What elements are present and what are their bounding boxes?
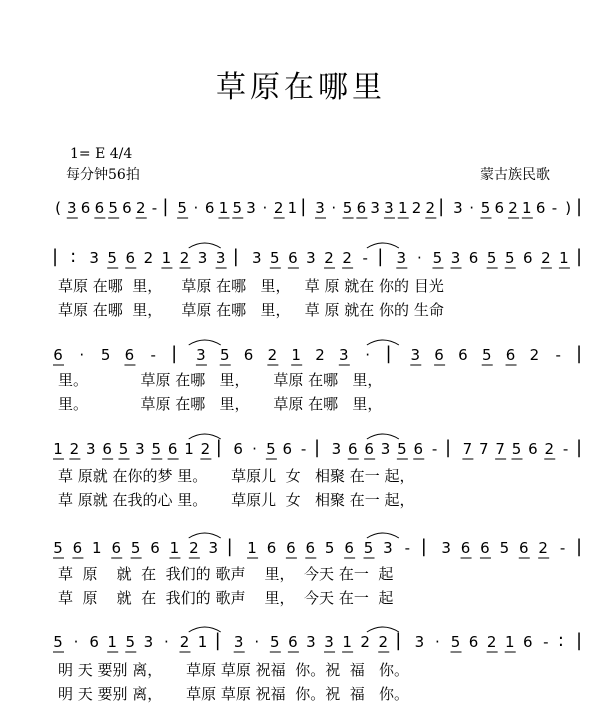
note: 1	[504, 633, 515, 651]
note: 6	[89, 633, 99, 651]
lyric-line: 草 原就 在我的心 里。 草原儿 女 相聚 在一 起，	[58, 491, 415, 509]
note: 5	[108, 199, 118, 217]
lyric-line: 里。 草原 在哪 里， 草原 在哪 里，	[58, 395, 383, 413]
note: 5	[397, 440, 407, 458]
note: 3	[315, 199, 325, 217]
note: 3	[67, 199, 77, 217]
barline: |	[576, 536, 583, 557]
note: 5	[486, 249, 497, 267]
note: 6	[480, 539, 490, 557]
slur-arc	[189, 434, 221, 439]
note: -	[431, 440, 438, 458]
note: 6	[460, 539, 471, 557]
barline: |	[438, 196, 445, 217]
note: 3	[306, 249, 316, 267]
note: 1	[161, 249, 172, 267]
note: 1	[522, 199, 532, 217]
note: 3	[450, 249, 461, 267]
lyric-line: 明 天 要别 离， 草原 草原 祝福 你。祝 福 你。	[58, 661, 410, 679]
barline: |	[576, 196, 583, 217]
note: -	[543, 633, 549, 651]
note: 3	[196, 346, 206, 364]
note: 1	[247, 539, 257, 557]
note: 5	[232, 199, 243, 217]
note: 1	[397, 199, 408, 217]
note: 1	[184, 440, 194, 458]
note: 6	[288, 249, 298, 267]
barline: |	[214, 630, 221, 651]
note: 6	[364, 440, 374, 458]
note: 6	[505, 346, 516, 364]
note: 7	[478, 440, 489, 458]
lyric-line: 草原 在哪 里， 草原 在哪 里， 草 原 就在 你的 目光	[58, 277, 444, 295]
note: 2	[486, 633, 497, 651]
note: 5	[504, 249, 515, 267]
note: 3	[396, 249, 407, 267]
note: 6	[167, 440, 178, 458]
note: 6	[243, 346, 254, 364]
note: 2	[538, 539, 548, 557]
slur-arc	[189, 627, 221, 632]
note: 6	[53, 346, 63, 364]
note: 2	[342, 249, 352, 267]
note: -	[562, 440, 569, 458]
note: 5	[270, 249, 280, 267]
note: 5	[266, 440, 276, 458]
note: 5	[499, 539, 510, 557]
note: 3	[370, 199, 380, 217]
note: -	[362, 249, 368, 267]
barline: |	[314, 437, 321, 458]
note: 2	[360, 633, 370, 651]
lyric-line: 明 天 要别 离， 草原 草原 祝福 你。祝 福 你。	[58, 685, 410, 703]
note: 2	[544, 440, 555, 458]
note: 3	[324, 633, 334, 651]
note: (	[55, 199, 61, 217]
barline: |	[576, 343, 583, 364]
note: 5	[363, 539, 374, 557]
note: 2	[267, 346, 278, 364]
tempo-marking: 每分钟56拍	[66, 167, 140, 183]
note: 3	[453, 199, 463, 217]
note: ·	[365, 346, 371, 364]
note: 7	[462, 440, 473, 458]
lyric-line: 草 原 就 在 我们的 歌声 里， 今天 在一 起	[58, 589, 394, 607]
barline: |	[420, 536, 427, 557]
note: 6	[494, 199, 505, 217]
note: 5	[100, 346, 111, 364]
barline: |	[226, 536, 233, 557]
note: ·	[164, 633, 169, 651]
note: ·	[73, 633, 79, 651]
barline: |	[52, 246, 59, 267]
note: 5	[450, 633, 461, 651]
note: 3	[384, 199, 394, 217]
note: 5	[107, 249, 117, 267]
barline: |	[445, 437, 452, 458]
note: 1	[107, 633, 117, 651]
note: 2	[411, 199, 422, 217]
note: 6	[535, 199, 546, 217]
note: 3	[85, 440, 96, 458]
note: 5	[480, 199, 491, 217]
note: 5	[118, 440, 129, 458]
note: 6	[204, 199, 215, 217]
note: -	[559, 539, 566, 557]
note: 3	[233, 633, 244, 651]
note: ·	[435, 633, 440, 651]
note: 3	[143, 633, 154, 651]
barline: |	[576, 630, 583, 651]
note: 5	[130, 539, 141, 557]
note: 3	[383, 539, 393, 557]
note: 3	[414, 633, 425, 651]
note: 5	[151, 440, 162, 458]
note: -	[150, 346, 156, 364]
note: 2	[200, 440, 211, 458]
note: 3	[331, 440, 342, 458]
note: 6	[80, 199, 91, 217]
barline: |	[162, 196, 169, 217]
note: 6	[347, 440, 358, 458]
note: 2	[425, 199, 436, 217]
note: 3	[441, 539, 451, 557]
note: 3	[208, 539, 219, 557]
slur-arc	[367, 243, 399, 248]
note: ·	[79, 346, 85, 364]
note: 2	[179, 249, 190, 267]
note: 6	[523, 633, 533, 651]
lyric-line: 里。 草原 在哪 里， 草原 在哪 里，	[58, 371, 383, 389]
note: 6	[102, 440, 112, 458]
note: 5	[432, 249, 443, 267]
note: 6	[125, 249, 136, 267]
note: 5	[324, 539, 335, 557]
note: 6	[94, 199, 105, 217]
note: 2	[189, 539, 199, 557]
note: 5	[511, 440, 522, 458]
slur-arc	[189, 533, 221, 538]
note: 1	[291, 346, 301, 364]
note: 6	[523, 249, 533, 267]
note: 2	[508, 199, 518, 217]
note: 3	[246, 199, 256, 217]
note: 2	[324, 249, 334, 267]
note: 1	[218, 199, 229, 217]
note: 2	[135, 199, 146, 217]
note: 1	[53, 440, 63, 458]
slur-arc	[189, 340, 221, 345]
slur-arc	[367, 627, 399, 632]
note: ·	[331, 199, 337, 217]
note: 5	[53, 539, 63, 557]
barline: |	[171, 343, 178, 364]
note: 1	[169, 539, 180, 557]
note: 5	[270, 633, 280, 651]
note: -	[551, 199, 558, 217]
note: 2	[273, 199, 284, 217]
note: 6	[286, 539, 296, 557]
note: 2	[143, 249, 154, 267]
note: -	[300, 440, 307, 458]
note: 6	[468, 633, 479, 651]
note: 3	[197, 249, 208, 267]
note: 3	[89, 249, 99, 267]
key-signature: 1= E 4/4	[70, 146, 133, 162]
lyric-line: 草 原 就 在 我们的 歌声 里， 今天 在一 起	[58, 565, 394, 583]
note: ·	[469, 199, 475, 217]
note: 6	[356, 199, 367, 217]
note: 6	[266, 539, 277, 557]
note: 6	[468, 249, 479, 267]
slur-arc	[189, 243, 221, 248]
note: 3	[410, 346, 421, 364]
note: ·	[193, 199, 199, 217]
note: 1	[559, 249, 569, 267]
note: 3	[251, 249, 262, 267]
note: 5	[219, 346, 230, 364]
barline: |	[232, 246, 239, 267]
note: 6	[282, 440, 293, 458]
note: 6	[528, 440, 538, 458]
note: ·	[254, 633, 260, 651]
note: 6	[124, 346, 135, 364]
lyric-line: 草原 在哪 里， 草原 在哪 里， 草 原 就在 你的 生命	[58, 301, 444, 319]
note: 6	[150, 539, 160, 557]
note: 2	[315, 346, 325, 364]
note: 3	[339, 346, 349, 364]
note: 6	[434, 346, 444, 364]
note: 2	[69, 440, 80, 458]
note: 5	[481, 346, 492, 364]
note: -	[555, 346, 561, 364]
note: 6	[111, 539, 121, 557]
note: 6	[344, 539, 354, 557]
note: 2	[179, 633, 190, 651]
barline: :	[70, 246, 77, 267]
barline: |	[300, 196, 307, 217]
note: 3	[135, 440, 145, 458]
slur-arc	[367, 340, 399, 345]
note: 3	[306, 633, 316, 651]
note: 2	[541, 249, 551, 267]
song-title: 草原在哪里	[216, 70, 386, 105]
note: 5	[53, 633, 63, 651]
barline: |	[576, 246, 583, 267]
note: ·	[252, 440, 257, 458]
note: -	[151, 199, 158, 217]
note: 6	[413, 440, 424, 458]
barline: :	[557, 630, 564, 651]
slur-arc	[367, 533, 399, 538]
note: 6	[72, 539, 83, 557]
note: 5	[342, 199, 353, 217]
note: 2	[529, 346, 540, 364]
note: 3	[380, 440, 391, 458]
note: ·	[416, 249, 422, 267]
note: )	[565, 199, 572, 217]
note: 1	[197, 633, 208, 651]
slur-arc	[367, 434, 399, 439]
barline: |	[576, 437, 583, 458]
note: 6	[122, 199, 132, 217]
barline: |	[395, 630, 402, 651]
note: 6	[288, 633, 298, 651]
barline: |	[385, 343, 392, 364]
note: 1	[287, 199, 298, 217]
note: 7	[495, 440, 505, 458]
note: 5	[177, 199, 187, 217]
note: 6	[305, 539, 316, 557]
barline: |	[377, 246, 384, 267]
note: 5	[125, 633, 136, 651]
note: 1	[92, 539, 102, 557]
note: 1	[342, 633, 352, 651]
note: ·	[262, 199, 268, 217]
barline: |	[215, 437, 222, 458]
note: 6	[518, 539, 529, 557]
note: 6	[233, 440, 243, 458]
note: 3	[215, 249, 226, 267]
genre-label: 蒙古族民歌	[480, 167, 550, 183]
note: -	[404, 539, 411, 557]
lyric-line: 草 原就 在你的梦 里。 草原儿 女 相聚 在一 起，	[58, 467, 415, 485]
note: 2	[378, 633, 388, 651]
note: 6	[458, 346, 468, 364]
